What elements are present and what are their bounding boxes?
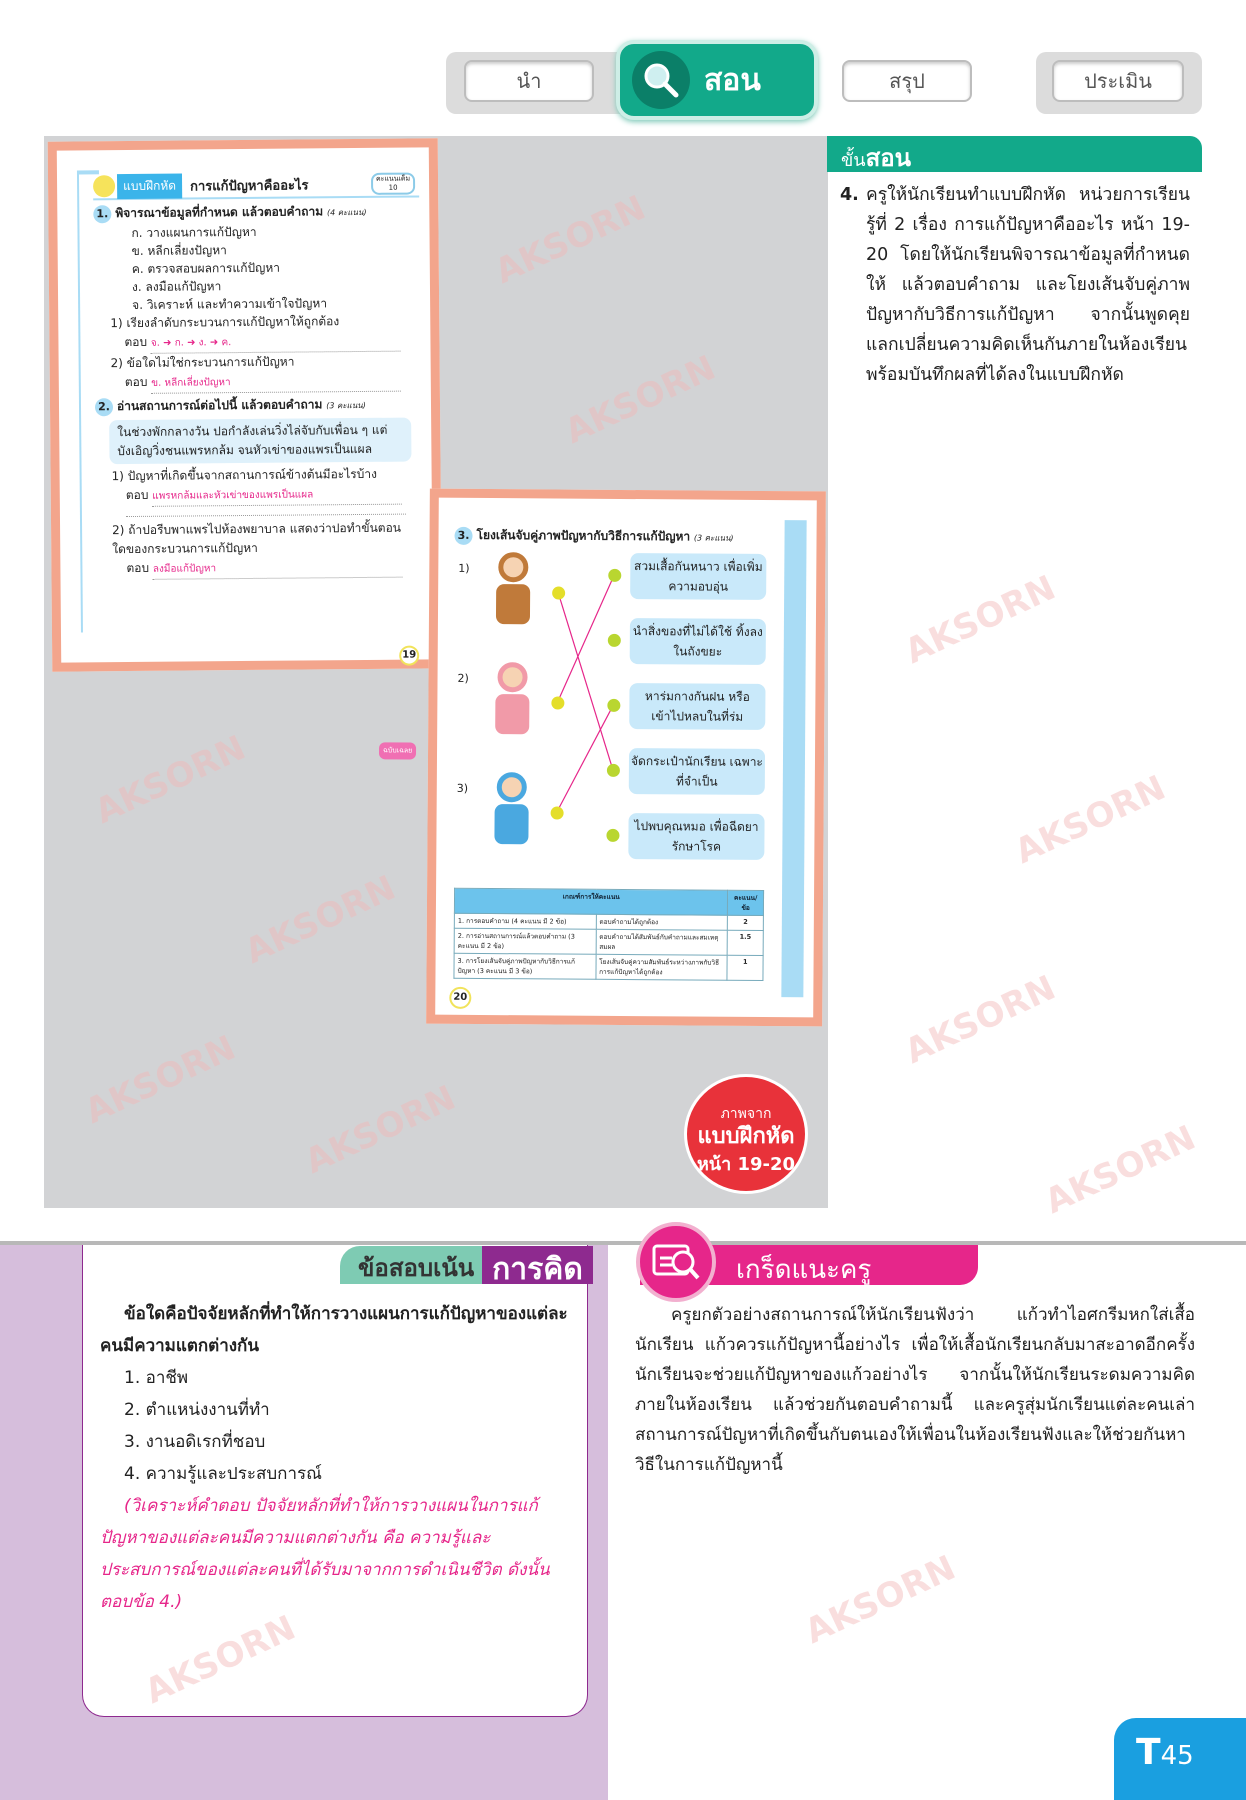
tab-label: สรุป <box>889 69 925 93</box>
step-4 <box>840 180 1190 390</box>
solution-option: นำสิ่งของที่ไม่ได้ใช้ ทิ้งลงในถังขยะ <box>630 618 766 665</box>
tab-intro[interactable] <box>464 60 594 102</box>
choice[interactable]: 3. งานอดิเรกที่ชอบ <box>124 1432 266 1452</box>
tab-teach[interactable] <box>616 40 818 120</box>
exam-question: ข้อใดคือปัจจัยหลักที่ทำให้การวางแผนการแก้ปัญหาของแต่ละคนมีความแตกต่างกัน <box>100 1304 568 1356</box>
q1-sub1: 1) เรียงลำดับกระบวนการแก้ปัญหาให้ถูกต้อง <box>110 314 340 331</box>
child-illustration <box>488 552 539 642</box>
lightbulb-icon <box>93 175 115 197</box>
picture-label: 2) <box>457 671 469 685</box>
watermark: AKSORN <box>899 567 1062 673</box>
step-number: 4. <box>840 185 859 205</box>
source-badge: ภาพจาก แบบฝึกหัด หน้า 19-20 <box>684 1074 808 1194</box>
watermark: AKSORN <box>1009 767 1172 873</box>
answer-label: ตอบ <box>126 560 150 576</box>
exam-choices <box>100 1362 570 1490</box>
answer-label: ตอบ <box>125 487 149 503</box>
solution-option: สวมเสื้อกันหนาว เพื่อเพิ่มความอบอุ่น <box>630 553 766 600</box>
picture-label: 1) <box>458 561 470 575</box>
choice[interactable]: 1. อาชีพ <box>124 1368 189 1388</box>
exam-title: ข้อสอบเน้น การคิด <box>340 1246 593 1284</box>
answer: ข. หลีกเลี่ยงปัญหา <box>151 372 401 394</box>
total-score: คะแนนเต็ม 10 <box>371 173 415 195</box>
points: (4 คะแนน) <box>326 207 367 218</box>
step-text: ครูให้นักเรียนทำแบบฝึกหัด หน่วยการเรียนรู้ที่ 2 เรื่อง การแก้ปัญหาคืออะไร หน้า 19-20 โดยให้นักเรียนพิจารณาข้อมูลที่กำหนดให้ แล้วตอบคำถาม และโยงเส้นจับคู่ภาพปัญหากับวิธีการแก้ปัญหา จากนั้นพูดคุยแลกเปลี่ยนความคิดเห็นกันภายในห้องเรียน พร้อมบันทึกผลที่ได้ลงในแบบฝึกหัด <box>866 185 1190 385</box>
watermark: AKSORN <box>299 1077 462 1183</box>
magnifier-icon <box>632 51 690 109</box>
answer: แพรหกล้มและหัวเข่าของแพรเป็นแผล <box>152 485 402 507</box>
picture-dot[interactable] <box>552 586 565 599</box>
watermark: AKSORN <box>79 1027 242 1133</box>
question-3: โยงเส้นจับคู่ภาพปัญหากับวิธีการแก้ปัญหา <box>476 527 691 544</box>
scenario-box: ในช่วงพักกลางวัน ปอกำลังเล่นวิ่งไล่จับกับเพื่อน ๆ แต่บังเอิญวิ่งชนแพรหกล้ม จนหัวเข่าของแพรเป็นแผล <box>109 418 411 465</box>
watermark: AKSORN <box>239 867 402 973</box>
answer-label: ตอบ <box>124 334 148 350</box>
watermark: AKSORN <box>899 967 1062 1073</box>
page-number: 19 <box>399 645 419 665</box>
exam-analysis: (วิเคราะห์คำตอบ ปัจจัยหลักที่ทำให้การวางแผนในการแก้ปัญหาของแต่ละคนมีความแตกต่างกัน คือ ความรู้และประสบการณ์ของแต่ละคนที่ได้รับมาจากการดำเนินชีวิต ดังนั้น ตอบข้อ 4.) <box>100 1496 550 1612</box>
watermark: AKSORN <box>89 727 252 833</box>
answer-key-tab: ฉบับเฉลย <box>379 742 416 759</box>
table-row: 3. การโยงเส้นจับคู่ภาพปัญหากับวิธีการแก้ปัญหา (3 คะแนน มี 3 ข้อ) โยงเส้นจับคู่ความสัมพันธ์ระหว่างภาพกับวิธีการแก้ปัญหาได้ถูกต้อง 1 <box>454 953 763 980</box>
solution-option: จัดกระเป๋านักเรียน เฉพาะที่จำเป็น <box>629 748 765 795</box>
q2-sub1: 1) ปัญหาที่เกิดขึ้นจากสถานการณ์ข้างต้นมีอะไรบ้าง <box>111 466 377 484</box>
option-dot[interactable] <box>606 829 619 842</box>
q1-items: ก. วางแผนการแก้ปัญหา ข. หลีกเลี่ยงปัญหา ค. ตรวจสอบผลการแก้ปัญหา ง. ลงมือแก้ปัญหา จ. วิเคราะห์ และทำความเข้าใจปัญหา <box>131 224 328 312</box>
answer: จ. ➜ ก. ➜ ง. ➜ ค. <box>151 332 401 354</box>
question-number: 1. <box>93 205 111 223</box>
picture-dot[interactable] <box>551 696 564 709</box>
exercise-badge: แบบฝึกหัด <box>117 173 182 199</box>
page-number: 20 <box>449 987 471 1009</box>
option-dot[interactable] <box>607 764 620 777</box>
picture-label: 3) <box>456 781 469 795</box>
watermark: AKSORN <box>799 1547 962 1653</box>
table-row: 1. การตอบคำถาม (4 คะแนน มี 2 ข้อ) ตอบคำถามได้ถูกต้อง 2 <box>454 913 763 930</box>
criteria-header: เกณฑ์การให้คะแนน <box>454 888 728 915</box>
watermark: AKSORN <box>1039 1117 1202 1223</box>
child-illustration <box>487 662 538 752</box>
child-illustration <box>486 772 537 862</box>
tip-header: เกร็ดแนะครู <box>640 1245 978 1285</box>
match-line <box>557 593 614 770</box>
option-dot[interactable] <box>608 569 621 582</box>
page-number-badge: T45 <box>1114 1718 1246 1800</box>
question-1: พิจารณาข้อมูลที่กำหนด แล้วตอบคำถาม <box>115 204 324 221</box>
tab-summary[interactable] <box>842 60 972 102</box>
question-number: 3. <box>454 527 472 545</box>
answer: ลงมือแก้ปัญหา <box>153 558 403 580</box>
match-line <box>557 705 614 813</box>
tab-label: สอน <box>704 62 761 98</box>
score-header: คะแนน/ข้อ <box>728 890 764 915</box>
workbook-page-19 <box>48 138 443 671</box>
matching-exercise <box>446 552 778 874</box>
question-number: 2. <box>95 398 113 416</box>
solution-option: ไปพบคุณหมอ เพื่อฉีดยารักษาโรค <box>628 813 764 860</box>
points: (3 คะแนน) <box>693 533 734 543</box>
choice[interactable]: 2. ตำแหน่งงานที่ทำ <box>124 1400 270 1420</box>
watermark: AKSORN <box>559 347 722 453</box>
watermark: AKSORN <box>139 1607 302 1713</box>
scoring-criteria-table <box>453 888 764 981</box>
option-dot[interactable] <box>608 634 621 647</box>
tip-text: ครูยกตัวอย่างสถานการณ์ให้นักเรียนฟังว่า แก้วทำไอศกรีมหกใส่เสื้อนักเรียน แก้วควรแก้ปัญหานี้อย่างไร เพื่อให้เสื้อนักเรียนกลับมาสะอาดอีกครั้ง นักเรียนจะช่วยแก้ปัญหาของแก้วอย่างไร จากนั้นให้นักเรียนระดมความคิดภายในห้องเรียน แล้วช่วยกันตอบคำถามนี้ และครูสุ่มนักเรียนแต่ละคนเล่าสถานการณ์ปัญหาที่เกิดขึ้นกับตนเองให้เพื่อนในห้องเรียนฟังและให้ช่วยกันหาวิธีในการแก้ปัญหานี้ <box>635 1305 1195 1475</box>
answer-label: ตอบ <box>124 374 148 390</box>
points: (3 คะแนน) <box>326 400 366 411</box>
q1-sub2: 2) ข้อใดไม่ใช่กระบวนการแก้ปัญหา <box>110 354 295 371</box>
exercise-title: การแก้ปัญหาคืออะไร <box>189 177 309 194</box>
solution-option: หาร่มกางกันฝน หรือเข้าไปหลบในที่ร่ม <box>629 683 765 730</box>
question-2: อ่านสถานการณ์ต่อไปนี้ แล้วตอบคำถาม <box>116 397 323 414</box>
option-dot[interactable] <box>607 699 620 712</box>
q2-sub2: 2) ถ้าปอรีบพาแพรไปห้องพยาบาล แสดงว่าปอทำขั้นตอนใดของกระบวนการแก้ปัญหา <box>112 520 402 557</box>
picture-dot[interactable] <box>551 806 564 819</box>
tab-label: นำ <box>516 69 542 93</box>
tab-assess[interactable] <box>1052 60 1184 102</box>
exam-body <box>100 1298 570 1618</box>
tab-label: ประเมิน <box>1084 69 1152 93</box>
table-row: 2. การอ่านสถานการณ์แล้วตอบคำถาม (3 คะแนน มี 2 ข้อ) ตอบคำถามได้สัมพันธ์กับคำถามและสมเหตุสมผล 1.5 <box>454 928 763 955</box>
watermark: AKSORN <box>489 187 652 293</box>
step-header: ขั้นสอน <box>827 136 1202 172</box>
choice[interactable]: 4. ความรู้และประสบการณ์ <box>124 1464 322 1484</box>
tip-icon <box>636 1222 716 1302</box>
